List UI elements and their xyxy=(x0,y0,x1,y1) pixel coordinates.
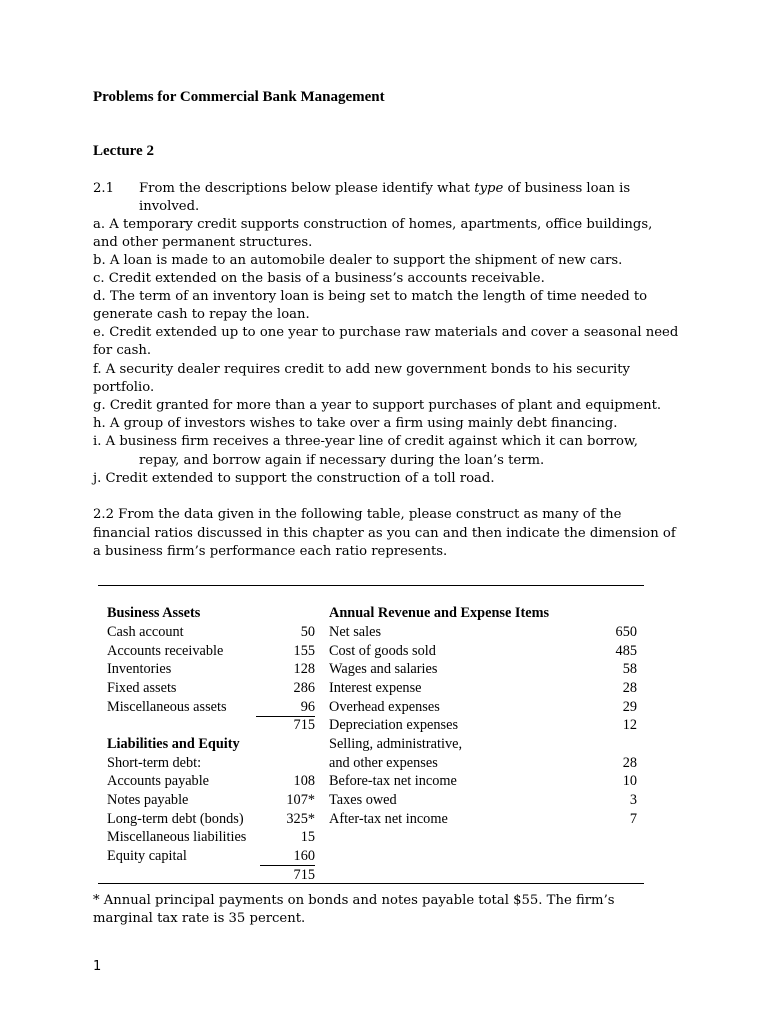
table-row-value: 96 xyxy=(300,699,315,715)
table-row-value: 12 xyxy=(622,717,637,733)
table-row-label: Miscellaneous assets xyxy=(107,699,227,715)
table-row-value: 286 xyxy=(293,680,315,696)
q21-line: e. Credit extended up to one year to purchase raw materials and cover a seasonal need xyxy=(93,325,679,340)
table-top-rule xyxy=(98,585,644,586)
q21-line: j. Credit extended to support the construction of a toll road. xyxy=(93,471,495,486)
q22-line: a business firm’s performance each ratio represents. xyxy=(93,544,448,559)
q21-intro-before: From the descriptions below please identify what xyxy=(139,181,475,196)
table-row-label: Interest expense xyxy=(329,680,422,696)
q21-line: g. Credit granted for more than a year to support purchases of plant and equipment. xyxy=(93,398,662,413)
table-row-label: Long-term debt (bonds) xyxy=(107,811,244,827)
table-row-label: Accounts receivable xyxy=(107,643,224,659)
table-row-value: 107* xyxy=(286,792,315,808)
assets-total: 715 xyxy=(293,717,315,733)
q21-line: d. The term of an inventory loan is being set to match the length of time needed to xyxy=(93,289,648,304)
table-row-label: Equity capital xyxy=(107,848,187,864)
table-row-value: 108 xyxy=(293,773,315,789)
table-row-value: 28 xyxy=(622,680,637,696)
table-row-label: Wages and salaries xyxy=(329,661,438,677)
liabilities-total: 715 xyxy=(293,867,315,883)
page-number: 1 xyxy=(93,959,102,974)
table-row-value: 485 xyxy=(615,643,637,659)
q21-line: repay, and borrow again if necessary during the loan’s term. xyxy=(139,453,545,468)
table-row-label: Cost of goods sold xyxy=(329,643,436,659)
table-row-label: Depreciation expenses xyxy=(329,717,459,733)
q21-line: i. A business firm receives a three-year line of credit against which it can borrow, xyxy=(93,434,638,449)
table-row-value: 28 xyxy=(622,755,637,771)
q21-line: generate cash to repay the loan. xyxy=(93,307,310,322)
table-row-label: After-tax net income xyxy=(329,811,448,827)
q21-line: c. Credit extended on the basis of a business’s accounts receivable. xyxy=(93,271,545,286)
table-row-value: 58 xyxy=(622,661,637,677)
table-row-value: 10 xyxy=(622,773,637,789)
table-row-value: 15 xyxy=(300,829,315,845)
q21-number: 2.1 xyxy=(93,181,114,196)
table-row-label: Notes payable xyxy=(107,792,189,808)
table-row-label: Before-tax net income xyxy=(329,773,457,789)
table-row-label: Cash account xyxy=(107,624,184,640)
q21-line: b. A loan is made to an automobile dealer to support the shipment of new cars. xyxy=(93,253,623,268)
q21-intro-line2: involved. xyxy=(139,199,200,214)
table-row-label: Taxes owed xyxy=(329,792,397,808)
q21-line: a. A temporary credit supports construction of homes, apartments, office buildings, xyxy=(93,217,653,232)
table-row-label: Overhead expenses xyxy=(329,699,440,715)
table-row-label: Fixed assets xyxy=(107,680,177,696)
q21-intro xyxy=(139,180,630,198)
table-row-value: 29 xyxy=(622,699,637,715)
q21-intro-italic: type xyxy=(474,181,504,196)
table-row-label: Miscellaneous liabilities xyxy=(107,829,247,845)
table-heading: Business Assets xyxy=(107,605,201,621)
table-bottom-rule xyxy=(98,883,644,884)
lecture-heading: Lecture 2 xyxy=(93,143,154,159)
footnote-line: * Annual principal payments on bonds and notes payable total $55. The firm’s xyxy=(93,893,615,908)
table-heading: Liabilities and Equity xyxy=(107,736,240,752)
q21-line: portfolio. xyxy=(93,380,155,395)
q21-intro-after: of business loan is xyxy=(503,181,631,196)
table-row-value: 325* xyxy=(286,811,315,827)
table-row-value: 3 xyxy=(629,792,637,808)
q21-line: for cash. xyxy=(93,343,152,358)
table-row-label: Selling, administrative, xyxy=(329,736,463,752)
table-row-value: 128 xyxy=(293,661,315,677)
table-heading: Annual Revenue and Expense Items xyxy=(329,605,550,621)
table-row-label: Inventories xyxy=(107,661,172,677)
document-title: Problems for Commercial Bank Management xyxy=(93,89,385,105)
q22-line: financial ratios discussed in this chapter as you can and then indicate the dimension of xyxy=(93,526,676,541)
table-row-label: Accounts payable xyxy=(107,773,210,789)
table-row-label: Net sales xyxy=(329,624,382,640)
q22-line: 2.2 From the data given in the following table, please construct as many of the xyxy=(93,507,622,522)
q21-line: f. A security dealer requires credit to add new government bonds to his security xyxy=(93,362,630,377)
table-row-label: Short-term debt: xyxy=(107,755,202,771)
table-row-value: 160 xyxy=(293,848,315,864)
table-row-value: 155 xyxy=(293,643,315,659)
table-row-value: 650 xyxy=(615,624,637,640)
footnote-line: marginal tax rate is 35 percent. xyxy=(93,911,306,926)
q21-line: h. A group of investors wishes to take over a firm using mainly debt financing. xyxy=(93,416,618,431)
table-row-value: 50 xyxy=(300,624,315,640)
table-row-label: and other expenses xyxy=(329,755,438,771)
q21-line: and other permanent structures. xyxy=(93,235,313,250)
table-row-value: 7 xyxy=(629,811,637,827)
